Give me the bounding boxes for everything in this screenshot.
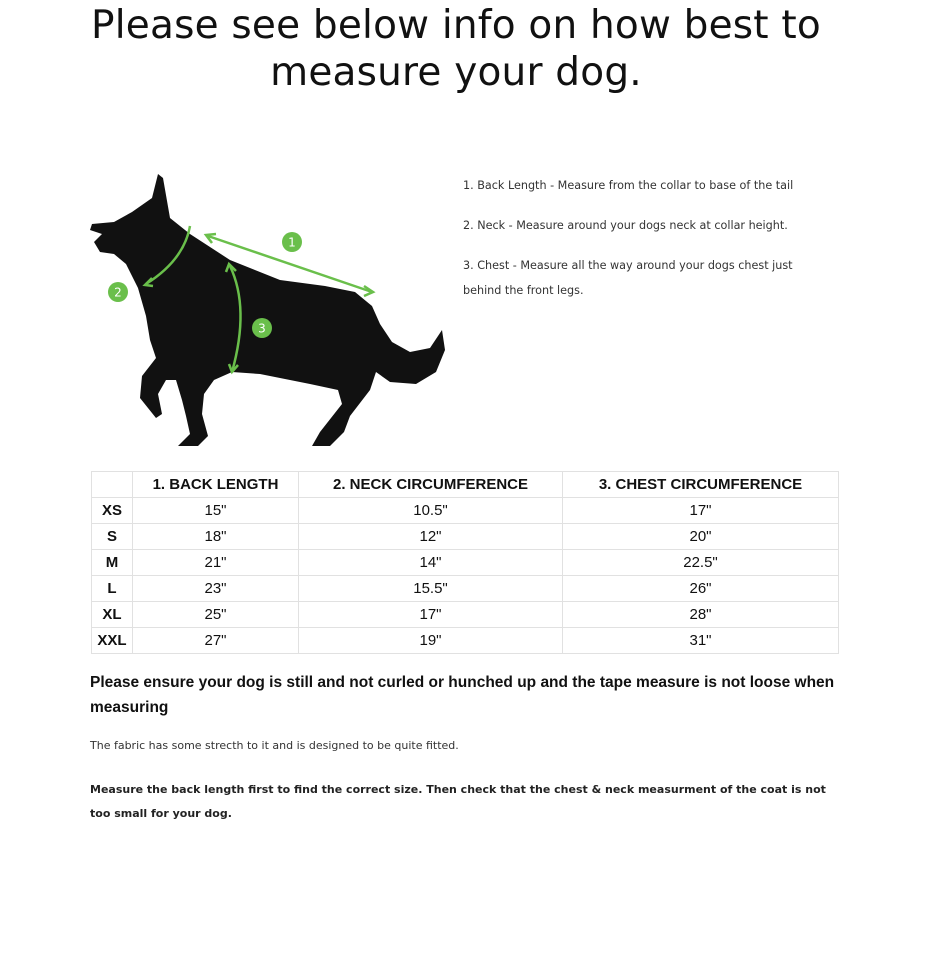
table-row — [92, 550, 839, 576]
chest-value: 17" — [563, 498, 839, 524]
header-back-length: 1. BACK LENGTH — [133, 472, 299, 498]
neck-value: 10.5" — [299, 498, 563, 524]
back-length-value: 21" — [133, 550, 299, 576]
chest-value: 22.5" — [563, 550, 839, 576]
fabric-note: The fabric has some strecth to it and is designed to be quite fitted. — [90, 739, 459, 752]
header-neck-circumference: 2. NECK CIRCUMFERENCE — [299, 472, 563, 498]
svg-text:1: 1 — [288, 235, 296, 250]
page-title: Please see below info on how best to measure your dog. — [91, 3, 821, 95]
size-label: M — [92, 550, 133, 576]
measuring-note: Please ensure your dog is still and not curled or hunched up and the tape measure is not loose when measuring — [90, 674, 835, 716]
table-row — [92, 524, 839, 550]
marker-1 — [282, 232, 302, 252]
instruction-neck: 2. Neck - Measure around your dogs neck at collar height. — [463, 219, 788, 232]
sizing-tip: Measure the back length first to find the correct size. Then check that the chest & neck measurment of the coat is not too small for your dog. — [90, 783, 826, 820]
size-label: XS — [92, 498, 133, 524]
header-chest-circumference: 3. CHEST CIRCUMFERENCE — [563, 472, 839, 498]
size-label: XL — [92, 602, 133, 628]
svg-text:2: 2 — [114, 285, 122, 300]
chest-value: 20" — [563, 524, 839, 550]
size-label: S — [92, 524, 133, 550]
header-size — [92, 472, 133, 498]
neck-value: 12" — [299, 524, 563, 550]
dog-silhouette — [90, 174, 445, 446]
measurement-instructions — [463, 173, 823, 318]
table-header-row — [92, 472, 839, 498]
svg-text:3: 3 — [258, 321, 266, 336]
marker-3 — [252, 318, 272, 338]
back-length-value: 25" — [133, 602, 299, 628]
size-chart-table — [91, 471, 839, 654]
chest-value: 26" — [563, 576, 839, 602]
size-label: XXL — [92, 628, 133, 654]
back-length-value: 23" — [133, 576, 299, 602]
table-row — [92, 628, 839, 654]
table-row — [92, 576, 839, 602]
size-label: L — [92, 576, 133, 602]
table-row — [92, 498, 839, 524]
table-row — [92, 602, 839, 628]
back-length-value: 27" — [133, 628, 299, 654]
neck-value: 14" — [299, 550, 563, 576]
marker-2 — [108, 282, 128, 302]
neck-value: 19" — [299, 628, 563, 654]
chest-value: 28" — [563, 602, 839, 628]
back-length-value: 18" — [133, 524, 299, 550]
neck-value: 15.5" — [299, 576, 563, 602]
dog-measurement-diagram — [80, 168, 460, 453]
back-length-value: 15" — [133, 498, 299, 524]
chest-value: 31" — [563, 628, 839, 654]
instruction-back-length: 1. Back Length - Measure from the collar to base of the tail — [463, 179, 794, 192]
neck-value: 17" — [299, 602, 563, 628]
instruction-chest: 3. Chest - Measure all the way around your dogs chest just behind the front legs. — [463, 259, 793, 297]
